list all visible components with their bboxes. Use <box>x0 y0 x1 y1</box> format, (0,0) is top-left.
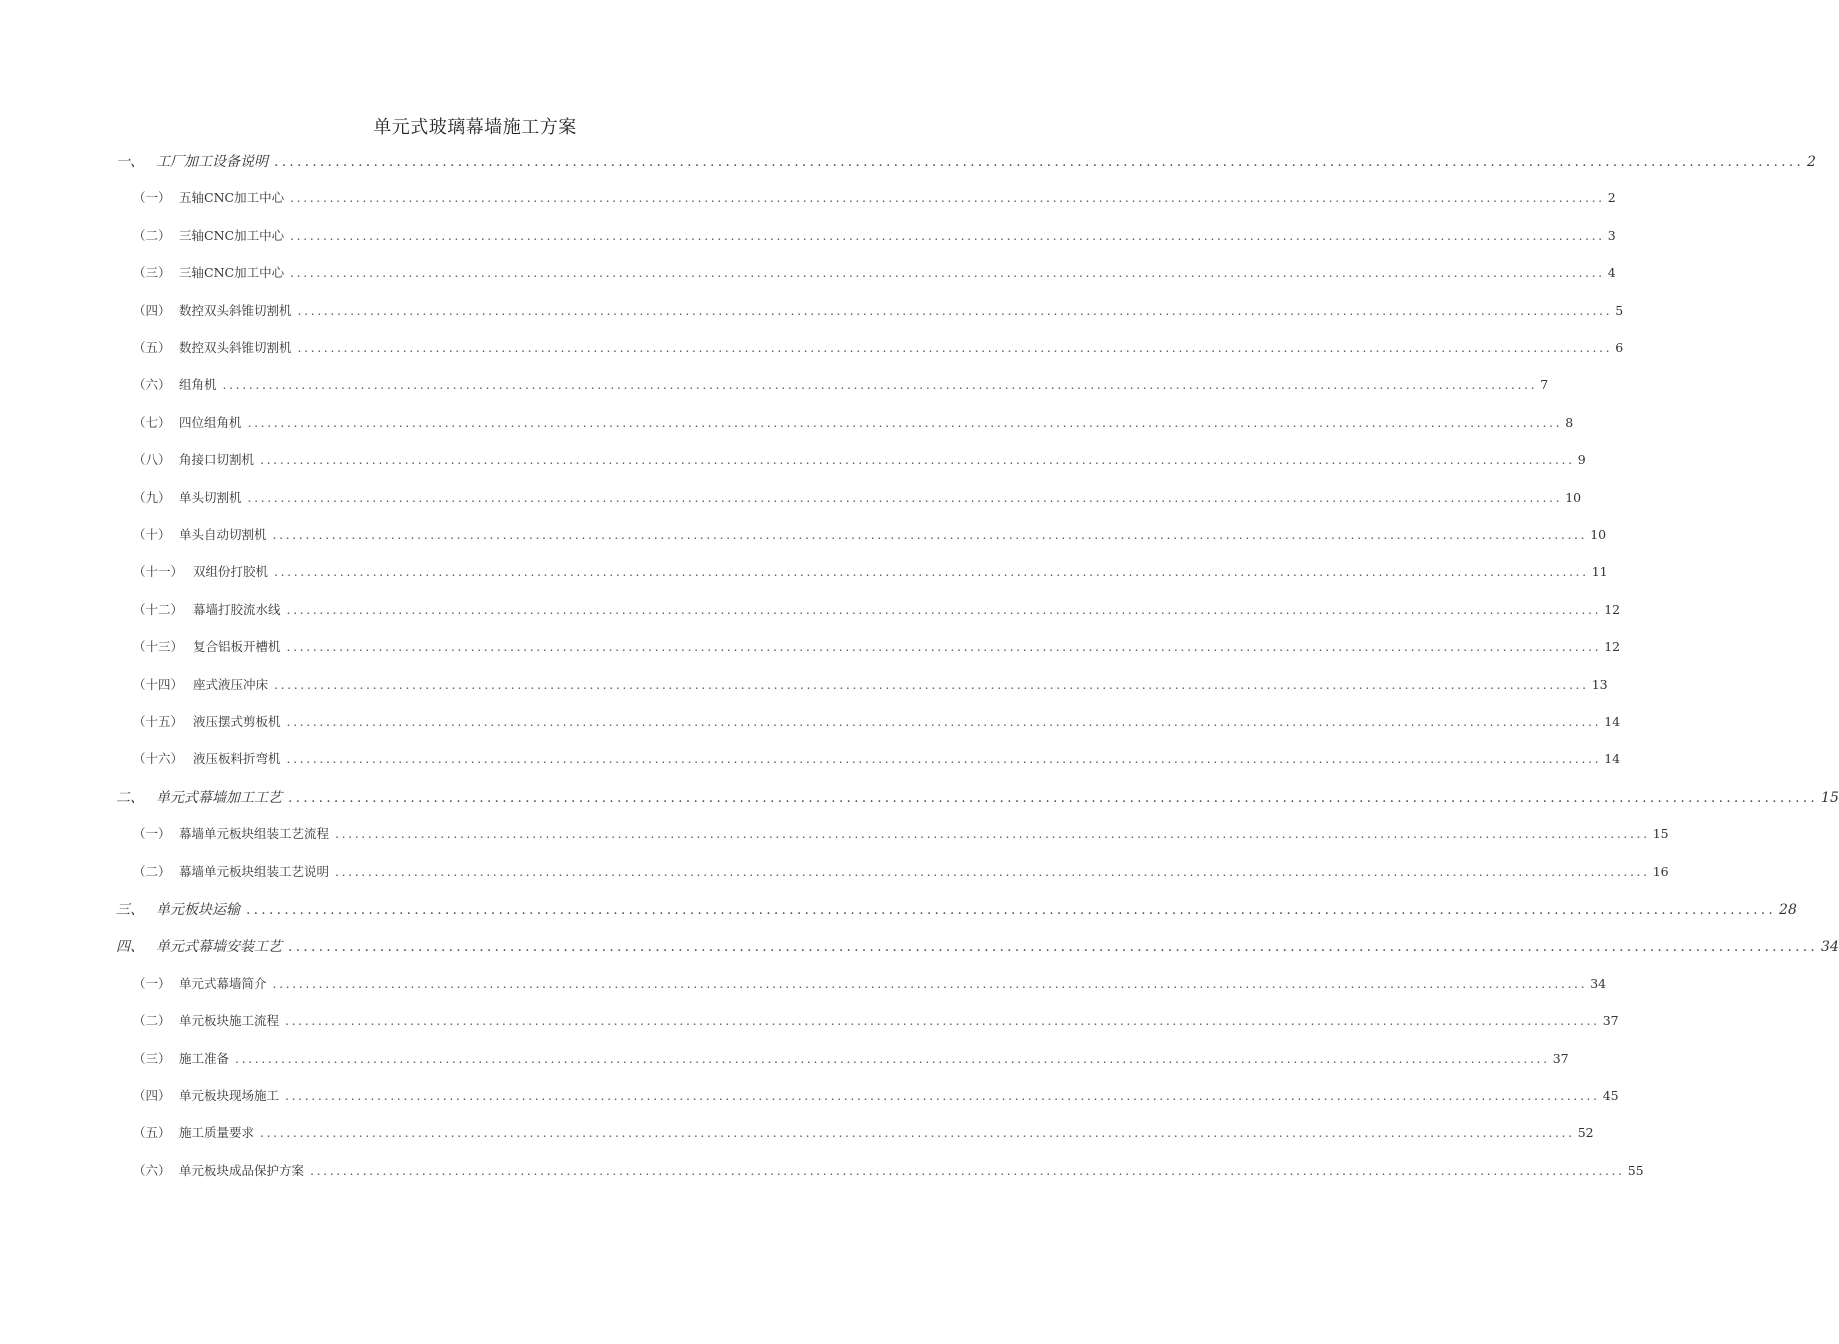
toc-entry-number: 一、 <box>116 154 144 170</box>
toc-entry-number: （七） <box>133 414 171 430</box>
toc-subsection-entry[interactable] <box>133 749 1621 773</box>
toc-page-number: 10 <box>1590 527 1607 542</box>
toc-entry-number: （八） <box>133 452 171 468</box>
toc-dot-leader: ........................................................................................................................................................................................................ <box>290 227 1605 243</box>
toc-page-number: 37 <box>1552 1050 1569 1066</box>
toc-subsection-entry[interactable] <box>133 675 1608 699</box>
toc-subsection-entry[interactable] <box>133 338 1624 362</box>
toc-entry-label: 五轴CNC加工中心 <box>179 190 285 206</box>
toc-section-entry[interactable] <box>116 899 1797 923</box>
toc-subsection-entry[interactable] <box>133 637 1621 661</box>
toc-entry-label: 施工准备 <box>179 1050 230 1066</box>
toc-page-number: 12 <box>1604 601 1621 617</box>
toc-entry-label: 单头自动切割机 <box>179 527 267 542</box>
toc-section-entry[interactable] <box>116 936 1839 960</box>
toc-dot-leader: ........................................................................................................................................................................................................ <box>286 601 1602 617</box>
toc-entry-number: （十二） <box>133 601 184 617</box>
toc-dot-leader: ........................................................................................................................................................................................................ <box>286 639 1602 655</box>
toc-page-number: 28 <box>1779 902 1797 918</box>
toc-entry-label: 施工质量要求 <box>179 1125 255 1141</box>
toc-page-number: 45 <box>1602 1088 1619 1103</box>
toc-subsection-entry[interactable] <box>133 862 1669 886</box>
toc-entry-number: （二） <box>133 863 171 879</box>
toc-entry-number: （一） <box>133 190 171 206</box>
toc-entry-number: 二、 <box>116 789 144 806</box>
toc-entry-number: （十三） <box>133 639 184 655</box>
document-title: 单元式玻璃幕墙施工方案 <box>373 117 577 138</box>
toc-entry-label: 幕墙单元板块组装工艺流程 <box>179 826 330 842</box>
toc-page-number: 34 <box>1821 939 1839 956</box>
toc-page-number: 2 <box>1607 190 1616 206</box>
toc-entry-number: （一） <box>133 975 171 991</box>
toc-dot-leader: ........................................................................................................................................................................................................ <box>335 826 1650 842</box>
toc-dot-leader: ........................................................................................................................................................................................................ <box>274 154 1805 170</box>
toc-page-number: 15 <box>1821 789 1839 806</box>
toc-entry-label: 数控双头斜锥切割机 <box>179 302 292 318</box>
toc-entry-number: （十五） <box>133 714 184 729</box>
toc-subsection-entry[interactable] <box>133 824 1669 848</box>
toc-page-number: 4 <box>1607 265 1616 281</box>
toc-entry-number: （十六） <box>133 751 184 767</box>
toc-dot-leader: ........................................................................................................................................................................................................ <box>247 414 1563 430</box>
toc-dot-leader: ........................................................................................................................................................................................................ <box>288 939 1819 956</box>
toc-subsection-entry[interactable] <box>133 974 1607 998</box>
toc-entry-number: 四、 <box>116 939 144 956</box>
toc-dot-leader: ........................................................................................................................................................................................................ <box>290 190 1605 206</box>
toc-entry-label: 四位组角机 <box>179 414 242 430</box>
toc-entry-label: 三轴CNC加工中心 <box>179 265 285 281</box>
toc-dot-leader: ........................................................................................................................................................................................................ <box>272 527 1588 542</box>
toc-entry-label: 单元式幕墙加工工艺 <box>156 789 282 806</box>
toc-subsection-entry[interactable] <box>133 562 1608 586</box>
toc-entry-label: 液压摆式剪板机 <box>193 714 281 729</box>
toc-page-number: 14 <box>1604 751 1621 767</box>
toc-page-number: 37 <box>1602 1013 1619 1029</box>
toc-subsection-entry[interactable] <box>133 413 1574 437</box>
toc-section-entry[interactable] <box>116 151 1816 175</box>
toc-entry-label: 复合铝板开槽机 <box>193 639 281 655</box>
toc-page-number: 12 <box>1604 639 1621 655</box>
toc-subsection-entry[interactable] <box>133 450 1586 474</box>
toc-dot-leader: ........................................................................................................................................................................................................ <box>235 1050 1550 1066</box>
toc-page-number: 3 <box>1607 227 1616 243</box>
toc-entry-label: 单元板块现场施工 <box>179 1088 280 1103</box>
toc-subsection-entry[interactable] <box>133 1011 1619 1035</box>
toc-dot-leader: ........................................................................................................................................................................................................ <box>297 302 1613 318</box>
toc-entry-number: 三、 <box>116 902 144 918</box>
toc-entry-label: 单元板块运输 <box>156 902 240 918</box>
toc-entry-label: 单元式幕墙简介 <box>179 975 267 991</box>
toc-subsection-entry[interactable] <box>133 226 1616 250</box>
toc-dot-leader: ........................................................................................................................................................................................................ <box>247 489 1563 505</box>
toc-page-number: 8 <box>1565 414 1574 430</box>
toc-dot-leader: ........................................................................................................................................................................................................ <box>286 751 1602 767</box>
toc-dot-leader: ........................................................................................................................................................................................................ <box>335 863 1650 879</box>
toc-page-number: 15 <box>1652 826 1669 842</box>
toc-dot-leader: ........................................................................................................................................................................................................ <box>222 377 1538 393</box>
toc-entry-number: （二） <box>133 1013 171 1029</box>
toc-page-number: 10 <box>1565 489 1582 505</box>
toc-subsection-entry[interactable] <box>133 525 1607 549</box>
toc-entry-label: 三轴CNC加工中心 <box>179 227 285 243</box>
toc-entry-label: 双组份打胶机 <box>193 564 269 580</box>
toc-dot-leader: ........................................................................................................................................................................................................ <box>274 676 1589 692</box>
toc-entry-number: （六） <box>133 1162 171 1178</box>
toc-subsection-entry[interactable] <box>133 375 1549 399</box>
toc-dot-leader: ........................................................................................................................................................................................................ <box>288 789 1819 806</box>
toc-subsection-entry[interactable] <box>133 301 1624 325</box>
toc-page-number: 16 <box>1652 863 1669 879</box>
toc-page-number: 34 <box>1590 975 1607 991</box>
toc-entry-label: 座式液压冲床 <box>193 676 269 692</box>
toc-entry-label: 单元板块施工流程 <box>179 1013 280 1029</box>
toc-entry-number: （四） <box>133 1088 171 1103</box>
toc-subsection-entry[interactable] <box>133 1161 1644 1185</box>
toc-entry-label: 液压板料折弯机 <box>193 751 281 767</box>
toc-dot-leader: ........................................................................................................................................................................................................ <box>297 340 1613 355</box>
toc-page-number: 7 <box>1540 377 1549 393</box>
toc-subsection-entry[interactable] <box>133 488 1582 512</box>
toc-entry-number: （四） <box>133 302 171 318</box>
toc-page-number: 13 <box>1591 676 1608 692</box>
toc-subsection-entry[interactable] <box>133 188 1616 212</box>
toc-entry-number: （五） <box>133 340 171 355</box>
toc-subsection-entry[interactable] <box>133 1123 1594 1147</box>
toc-entry-number: （三） <box>133 265 171 281</box>
toc-subsection-entry[interactable] <box>133 1049 1569 1073</box>
toc-dot-leader: ........................................................................................................................................................................................................ <box>274 564 1589 580</box>
toc-dot-leader: ........................................................................................................................................................................................................ <box>285 1088 1600 1103</box>
toc-page-number: 5 <box>1615 302 1624 318</box>
toc-dot-leader: ........................................................................................................................................................................................................ <box>310 1162 1625 1178</box>
toc-entry-label: 角接口切割机 <box>179 452 255 468</box>
toc-entry-label: 幕墙打胶流水线 <box>193 601 281 617</box>
toc-entry-label: 单头切割机 <box>179 489 242 505</box>
toc-entry-number: （十） <box>133 527 171 542</box>
toc-subsection-entry[interactable] <box>133 263 1616 287</box>
toc-entry-label: 组角机 <box>179 377 217 393</box>
toc-entry-number: （一） <box>133 826 171 842</box>
toc-dot-leader: ........................................................................................................................................................................................................ <box>286 714 1602 729</box>
toc-entry-number: （九） <box>133 489 171 505</box>
toc-page-number: 2 <box>1807 154 1816 170</box>
toc-dot-leader: ........................................................................................................................................................................................................ <box>260 1125 1575 1141</box>
toc-dot-leader: ........................................................................................................................................................................................................ <box>285 1013 1600 1029</box>
toc-entry-label: 数控双头斜锥切割机 <box>179 340 292 355</box>
toc-subsection-entry[interactable] <box>133 600 1621 624</box>
toc-entry-label: 单元板块成品保护方案 <box>179 1162 305 1178</box>
toc-page-number: 6 <box>1615 340 1624 355</box>
toc-section-entry[interactable] <box>116 787 1839 811</box>
toc-page-number: 52 <box>1577 1125 1594 1141</box>
toc-entry-number: （二） <box>133 227 171 243</box>
toc-page-number: 14 <box>1604 714 1621 729</box>
toc-entry-label: 工厂加工设备说明 <box>156 154 268 170</box>
toc-dot-leader: ........................................................................................................................................................................................................ <box>272 975 1588 991</box>
toc-dot-leader: ........................................................................................................................................................................................................ <box>260 452 1575 468</box>
toc-entry-label: 单元式幕墙安装工艺 <box>156 939 282 956</box>
toc-page-number: 55 <box>1627 1162 1644 1178</box>
toc-subsection-entry[interactable] <box>133 712 1621 736</box>
toc-page-number: 11 <box>1591 564 1608 580</box>
toc-entry-number: （六） <box>133 377 171 393</box>
toc-dot-leader: ........................................................................................................................................................................................................ <box>290 265 1605 281</box>
toc-page-number: 9 <box>1577 452 1586 468</box>
toc-entry-number: （十四） <box>133 676 184 692</box>
toc-dot-leader: ........................................................................................................................................................................................................ <box>246 902 1777 918</box>
toc-entry-number: （五） <box>133 1125 171 1141</box>
toc-entry-label: 幕墙单元板块组装工艺说明 <box>179 863 330 879</box>
toc-entry-number: （十一） <box>133 564 184 580</box>
toc-subsection-entry[interactable] <box>133 1086 1619 1110</box>
toc-entry-number: （三） <box>133 1050 171 1066</box>
